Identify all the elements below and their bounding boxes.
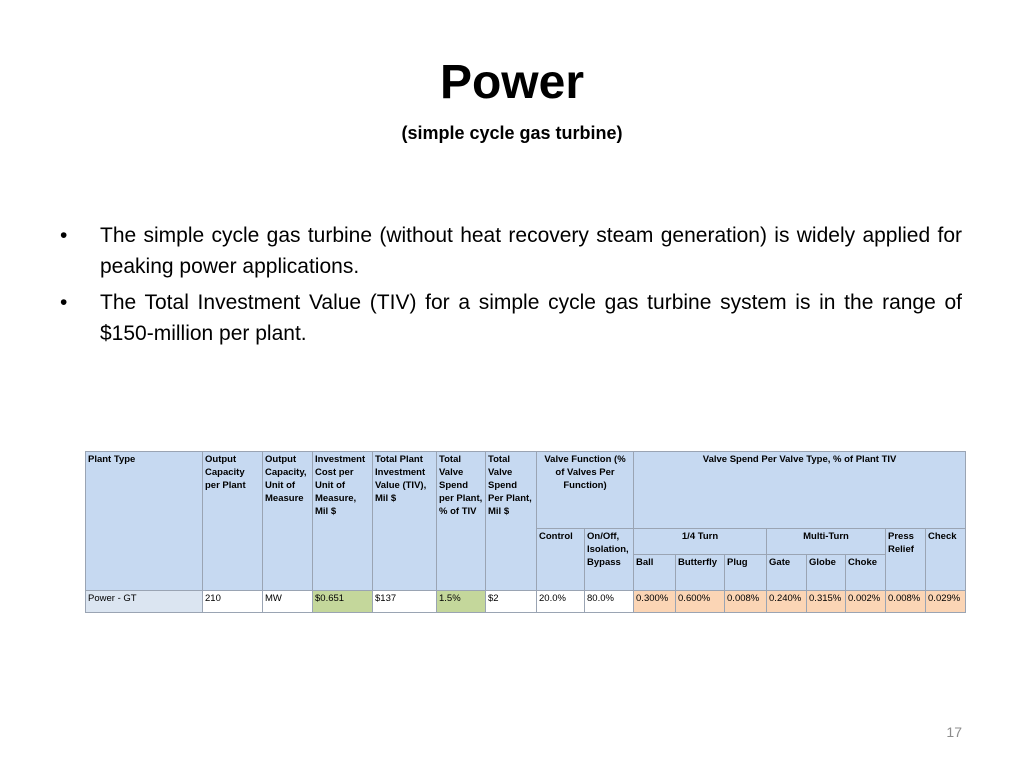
cell-output-capacity: 210 [203,591,263,613]
header-unit-of-measure: Output Capacity, Unit of Measure [263,452,313,591]
header-choke: Choke [846,555,886,591]
cell-butterfly: 0.600% [676,591,725,613]
header-ball: Ball [634,555,676,591]
header-valve-spend-mil: Total Valve Spend Per Plant, Mil $ [486,452,537,591]
cell-choke: 0.002% [846,591,886,613]
bullet-text: The Total Investment Value (TIV) for a simple cycle gas turbine system is in the range of $150-million per plant. [100,291,962,345]
header-valve-spend-type: Valve Spend Per Valve Type, % of Plant TIV [634,452,966,529]
header-multi-turn: Multi-Turn [767,529,886,555]
cell-control: 20.0% [537,591,585,613]
header-investment-cost: Investment Cost per Unit of Measure, Mil $ [313,452,373,591]
header-onoff: On/Off, Isolation, Bypass [585,529,634,591]
bullet-item [60,287,962,349]
cell-check: 0.029% [926,591,966,613]
cell-onoff: 80.0% [585,591,634,613]
header-gate: Gate [767,555,807,591]
header-globe: Globe [807,555,846,591]
cell-plant-type: Power - GT [86,591,203,613]
cell-press-relief: 0.008% [886,591,926,613]
bullet-symbol: • [60,291,68,314]
page-number: 17 [946,724,962,740]
cell-investment-cost: $0.651 [313,591,373,613]
cell-plug: 0.008% [725,591,767,613]
bullet-item [60,220,962,282]
table-row [86,591,966,613]
header-plug: Plug [725,555,767,591]
header-press-relief: Press Relief [886,529,926,591]
header-check: Check [926,529,966,591]
cell-tiv: $137 [373,591,437,613]
cell-gate: 0.240% [767,591,807,613]
cell-globe: 0.315% [807,591,846,613]
cell-valve-spend-pct: 1.5% [437,591,486,613]
header-valve-function: Valve Function (% of Valves Per Function) [537,452,634,529]
bullet-list [60,220,962,354]
slide-subtitle: (simple cycle gas turbine) [401,123,623,143]
header-valve-spend-pct: Total Valve Spend per Plant, % of TIV [437,452,486,591]
bullet-symbol: • [60,224,68,247]
cell-unit: MW [263,591,313,613]
header-butterfly: Butterfly [676,555,725,591]
header-output-capacity: Output Capacity per Plant [203,452,263,591]
cell-ball: 0.300% [634,591,676,613]
header-plant-type: Plant Type [86,452,203,591]
bullet-text: The simple cycle gas turbine (without heat recovery steam generation) is widely applied for peaking power applications. [100,224,962,278]
header-tiv: Total Plant Investment Value (TIV), Mil $ [373,452,437,591]
header-quarter-turn: 1/4 Turn [634,529,767,555]
cell-valve-spend-mil: $2 [486,591,537,613]
header-control: Control [537,529,585,591]
slide-title: Power [439,56,585,109]
valve-spend-table [85,451,966,613]
